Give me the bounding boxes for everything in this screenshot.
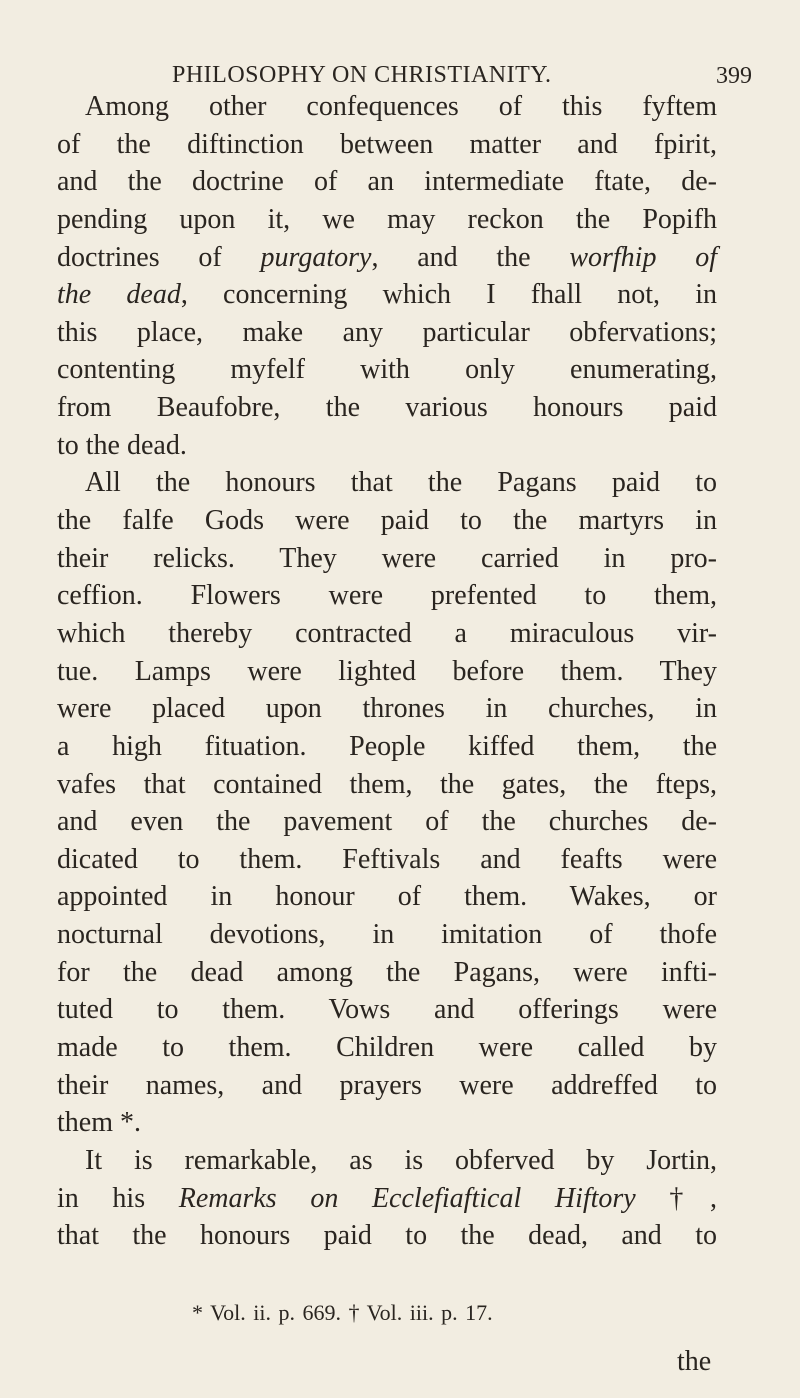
text-line-27: their names, and prayers were addreffed to xyxy=(57,1069,717,1101)
text-line-4: pending upon it, we may reckon the Popifh xyxy=(57,203,717,235)
catchword: the xyxy=(677,1346,712,1377)
text-run: in his xyxy=(57,1182,179,1214)
text-line-15: which thereby contracted a miraculous vir- xyxy=(57,617,717,649)
text-line-7: this place, make any particular obfervations; xyxy=(57,316,717,348)
footnote: * Vol. ii. p. 669. † Vol. iii. p. 17. xyxy=(192,1300,493,1325)
text-run: doctrines of xyxy=(57,241,261,273)
text-line-30 xyxy=(57,1180,717,1218)
text-line-28: them *. xyxy=(57,1107,141,1139)
text-line-25: tuted to them. Vows and offerings were xyxy=(57,994,717,1026)
text-line-9: from Beaufobre, the various honours paid xyxy=(57,392,717,424)
text-line-13: their relicks. They were carried in pro- xyxy=(57,542,717,574)
italic-run-worship: worfhip of xyxy=(569,241,717,273)
text-line-8: contenting myfelf with only enumerating, xyxy=(57,354,717,386)
italic-run-purgatory: purgatory xyxy=(260,241,372,273)
text-run: , concerning which I fhall not, in xyxy=(180,279,717,311)
text-run: , and the xyxy=(371,241,570,273)
text-line-22: appointed in honour of them. Wakes, or xyxy=(57,881,717,913)
page-number: 399 xyxy=(716,63,752,89)
text-line-17: were placed upon thrones in churches, in xyxy=(57,693,717,725)
text-line-19: vafes that contained them, the gates, the fteps, xyxy=(57,768,717,800)
text-line-1: Among other confequences of this fyftem xyxy=(85,91,717,122)
text-line-29: It is remarkable, as is obferved by Jortin, xyxy=(85,1144,717,1176)
text-line-12: the falfe Gods were paid to the martyrs in xyxy=(57,505,717,537)
text-line-23: nocturnal devotions, in imitation of thofe xyxy=(57,919,717,951)
text-line-2: of the diftinction between matter and fpirit, xyxy=(57,128,717,160)
text-line-10: to the dead. xyxy=(57,429,187,461)
text-line-26: made to them. Children were called by xyxy=(57,1032,717,1064)
body-text xyxy=(57,88,717,1255)
text-line-3: and the doctrine of an intermediate ftate, de- xyxy=(57,166,717,198)
text-line-31: that the honours paid to the dead, and to xyxy=(57,1220,717,1252)
text-run: †, xyxy=(635,1182,717,1214)
text-line-6 xyxy=(57,276,717,314)
text-line-20: and even the pavement of the churches de- xyxy=(57,806,717,838)
italic-run-the-dead: the dead xyxy=(57,279,181,311)
running-head: PHILOSOPHY ON CHRISTIANITY. xyxy=(172,62,552,88)
text-line-14: ceffion. Flowers were prefented to them, xyxy=(57,580,717,612)
text-line-5 xyxy=(57,239,717,277)
text-line-18: a high fituation. People kiffed them, the xyxy=(57,730,717,762)
italic-run-book-title: Remarks on Ecclefiaftical Hiftory xyxy=(178,1182,636,1214)
text-line-16: tue. Lamps were lighted before them. They xyxy=(57,655,717,687)
text-line-24: for the dead among the Pagans, were infti- xyxy=(57,956,717,988)
text-line-21: dicated to them. Feftivals and feafts were xyxy=(57,843,717,875)
text-line-11: All the honours that the Pagans paid to xyxy=(85,467,717,499)
